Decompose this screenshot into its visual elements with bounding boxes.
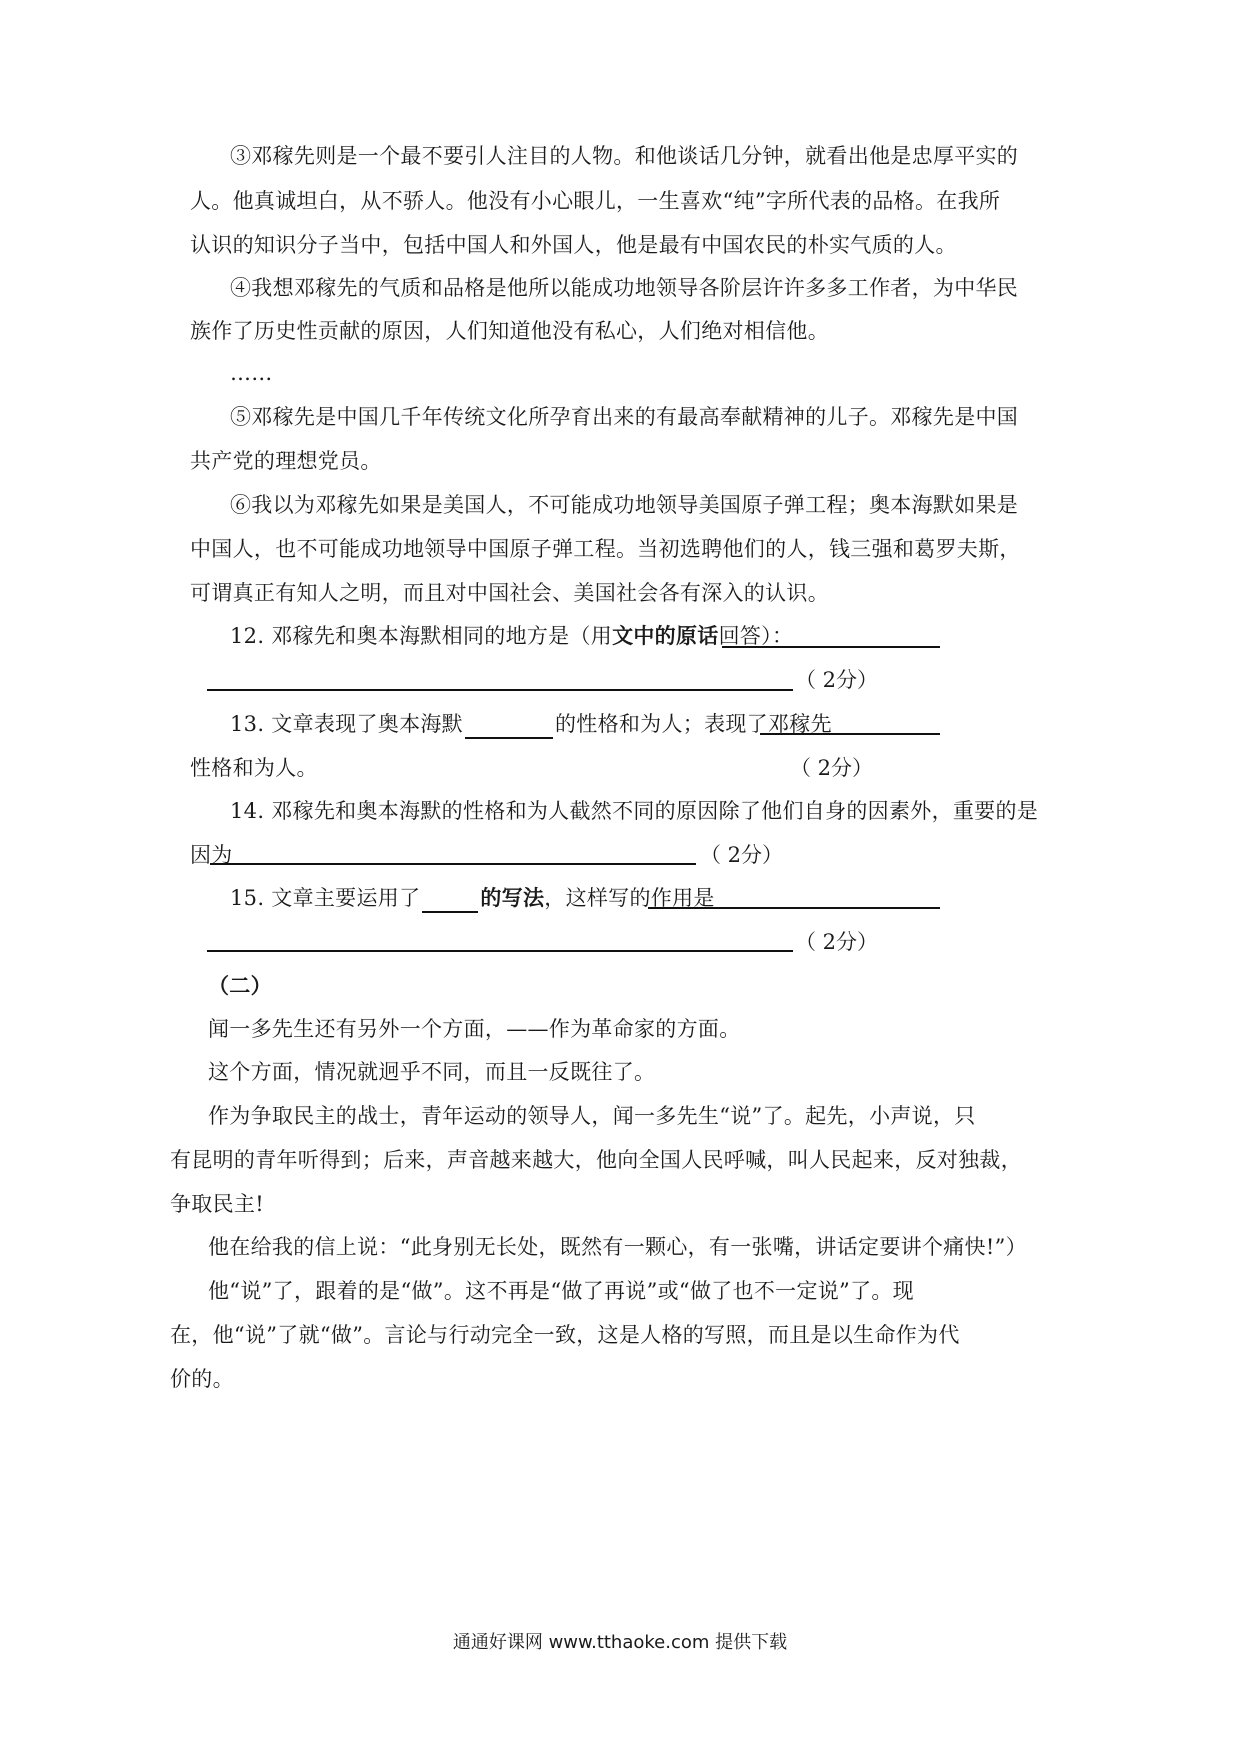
section-2-line-6: 他在给我的信上说：“此身别无长处，既然有一颗心，有一张嘴，讲话定要讲个痛快!”） [208,1235,1027,1259]
section-2-line-2: 这个方面，情况就迥乎不同，而且一反既往了。 [208,1060,656,1084]
question-15-emphasis: 的写法 [480,885,545,910]
paragraph-4-line-2: 族作了历史性贡献的原因，人们知道他没有私心，人们绝对相信他。 [190,319,829,343]
page-footer: 通通好课网 www.tthaoke.com 提供下载 [452,1632,788,1653]
section-2-line-4: 有昆明的青年听得到；后来，声音越来越大，他向全国人民呼喊，叫人民起来，反对独裁， [170,1148,1022,1172]
question-15-score: （ 2分） [795,930,879,954]
answer-blank-15b[interactable] [648,907,940,909]
question-12-emphasis: 文中的原话 [612,623,719,648]
question-14-line-1: 14. 邓稼先和奥本海默的性格和为人截然不同的原因除了他们自身的因素外，重要的是 [230,799,1039,823]
paragraph-6-line-3: 可谓真正有知人之明，而且对中国社会、美国社会各有深入的认识。 [190,581,829,605]
answer-blank-13a[interactable] [465,711,553,739]
paragraph-5-line-1: ⑤邓稼先是中国几千年传统文化所孕育出来的有最高奉献精神的儿子。邓稼先是中国 [230,405,1019,429]
answer-blank-15a[interactable] [422,885,478,913]
paragraph-3-line-1: ③邓稼先则是一个最不要引人注目的人物。和他谈话几分钟，就看出他是忠厚平实的 [230,144,1019,168]
question-12-text-a: 12. 邓稼先和奥本海默相同的地方是（用 [230,624,613,648]
question-13-text-b: 的性格和为人；表现了邓稼先 [554,712,832,736]
paragraph-5-line-2: 共产党的理想党员。 [190,449,382,473]
section-2-line-8: 在，他“说”了就“做”。言论与行动完全一致，这是人格的写照，而且是以生命作为代 [170,1323,960,1347]
question-15-text-b: ，这样写的作用是 [544,886,715,910]
question-14-score: （ 2分） [700,843,784,867]
question-15 [230,883,715,913]
answer-blank-12a[interactable] [722,646,940,648]
paragraph-6-line-1: ⑥我以为邓稼先如果是美国人，不可能成功地领导美国原子弹工程；奥本海默如果是 [230,493,1019,517]
question-13-score: （ 2分） [790,756,874,780]
section-2-heading: （二） [208,973,272,998]
section-2-line-7: 他“说”了，跟着的是“做”。这不再是“做了再说”或“做了也不一定说”了。现 [208,1279,914,1303]
paragraph-3-line-3: 认识的知识分子当中，包括中国人和外国人，他是最有中国农民的朴实气质的人。 [190,233,957,257]
question-14-line-2: 因为 [190,843,233,867]
answer-blank-14[interactable] [210,863,696,865]
paragraph-4-line-1: ④我想邓稼先的气质和品格是他所以能成功地领导各阶层许许多多工作者，为中华民 [230,276,1019,300]
question-12 [230,621,794,651]
answer-blank-12b[interactable] [207,689,793,691]
ellipsis: …… [230,361,273,385]
question-12-text-b: 回答）： [718,624,794,648]
paragraph-6-line-2: 中国人，也不可能成功地领导中国原子弹工程。当初选聘他们的人，钱三强和葛罗夫斯， [190,537,1021,561]
question-13-text-c: 性格和为人。 [190,756,318,780]
section-2-line-3: 作为争取民主的战士，青年运动的领导人，闻一多先生“说”了。起先，小声说，只 [208,1104,976,1128]
question-12-score: （ 2分） [795,668,879,692]
answer-blank-15c[interactable] [207,950,793,952]
question-13-text-a: 13. 文章表现了奥本海默 [230,712,463,736]
section-2-line-5: 争取民主! [170,1192,264,1216]
section-2-line-9: 价的。 [170,1367,234,1391]
section-2-line-1: 闻一多先生还有另外一个方面，——作为革命家的方面。 [208,1017,741,1041]
question-15-text-a: 15. 文章主要运用了 [230,886,421,910]
paragraph-3-line-2: 人。他真诚坦白，从不骄人。他没有小心眼儿，一生喜欢“纯”字所代表的品格。在我所 [190,189,1001,213]
answer-blank-13b[interactable] [760,733,940,735]
